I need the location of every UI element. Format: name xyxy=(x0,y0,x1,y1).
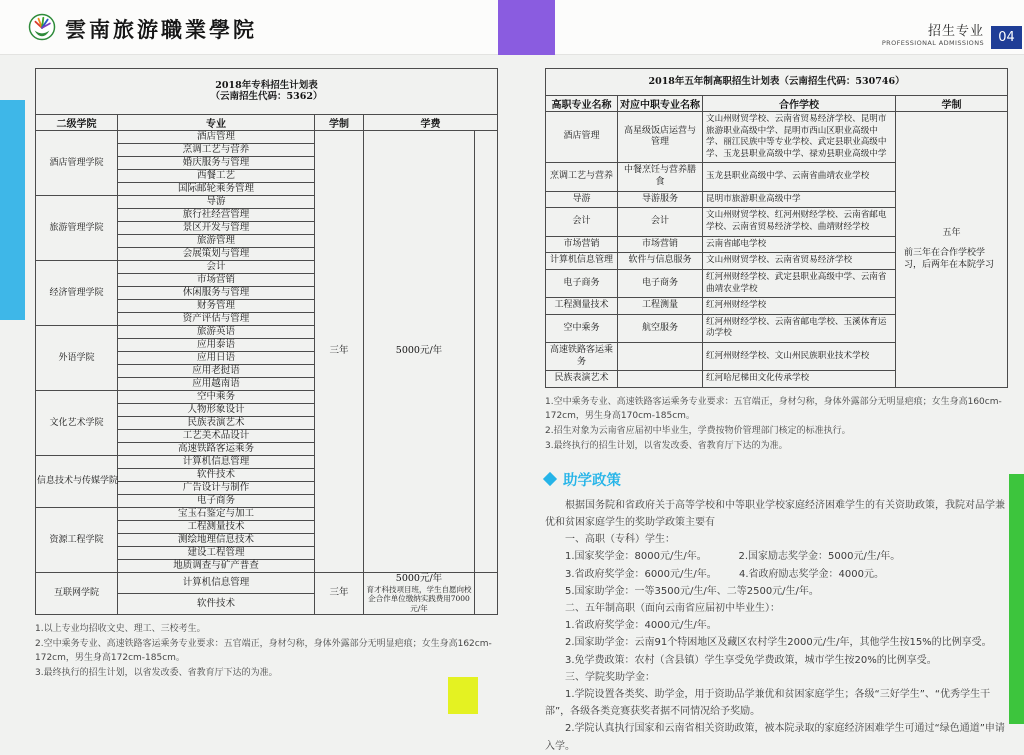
policy-paragraph: 1.省政府奖学金：4000元/生/年。 xyxy=(565,620,717,632)
major-cell: 地质调查与矿产普查 xyxy=(118,560,315,573)
school-name: 雲南旅游職業學院 xyxy=(65,17,257,42)
major-cell: 市场营销 xyxy=(118,274,315,287)
major-cell: 旅行社经营管理 xyxy=(118,209,315,222)
hz-major-cell: 民族表演艺术 xyxy=(546,371,618,388)
aid-policy-title: 助学政策 xyxy=(563,472,621,489)
major-cell: 宝玉石鉴定与加工 xyxy=(118,508,315,521)
college-cell: 文化艺术学院 xyxy=(36,391,118,456)
major-cell: 民族表演艺术 xyxy=(118,417,315,430)
major-cell: 烹调工艺与营养 xyxy=(118,144,315,157)
major-cell: 广告设计与制作 xyxy=(118,482,315,495)
zhuanke-plan-table xyxy=(35,68,498,615)
policy-paragraph: 二、五年制高职（面向云南省应届初中毕业生）： xyxy=(565,603,780,614)
college-cell: 外语学院 xyxy=(36,326,118,391)
hz-major-cell: 电子商务 xyxy=(546,270,618,298)
major-cell: 应用日语 xyxy=(118,352,315,365)
major-cell: 婚庆服务与管理 xyxy=(118,157,315,170)
footnote-line: 2.招生对象为云南省应届初中毕业生，学费按物价管理部门核定的标准执行。 xyxy=(545,426,851,436)
coop-school-cell: 文山州财贸学校、红河州财经学校、云南省邮电学校、云南省贸易经济学校、曲靖财经学校 xyxy=(703,208,896,236)
policy-paragraph: 根据国务院和省政府关于高等学校和中等职业学校家庭经济困难学生的有关资助政策，我院对品学兼优和贫困家庭学生的奖助学政策主要有 xyxy=(545,499,1005,529)
hz-major-cell: 高速铁路客运乘务 xyxy=(546,343,618,371)
college-cell: 信息技术与传媒学院 xyxy=(36,456,118,508)
duration-cell: 三年 xyxy=(315,131,364,573)
page-number-badge: 04 xyxy=(991,26,1022,49)
major-cell: 空中乘务 xyxy=(118,391,315,404)
coop-school-cell: 昆明市旅游职业高级中学 xyxy=(703,191,896,208)
major-cell: 资产评估与管理 xyxy=(118,313,315,326)
hz-major-cell: 空中乘务 xyxy=(546,314,618,342)
right-footnotes xyxy=(545,396,1007,454)
footnote-line: 1.空中乘务专业、高速铁路客运乘务专业要求：五官端正，身材匀称，身体外露部分无明显疤痕；女生身高160cm-172cm，男生身高170cm-185cm。 xyxy=(545,397,1002,422)
col-header-college: 二级学院 xyxy=(36,115,118,131)
school-logo-wrap xyxy=(28,13,257,45)
major-cell: 软件技术 xyxy=(118,469,315,482)
major-cell: 导游 xyxy=(118,196,315,209)
aid-policy-heading xyxy=(545,469,1007,490)
aid-policy-body xyxy=(545,497,1007,755)
footnote-line: 1.以上专业均招收文史、理工、三校考生。 xyxy=(35,624,206,634)
major-cell: 国际邮轮乘务管理 xyxy=(118,183,315,196)
col-header-coop-school: 合作学校 xyxy=(703,96,896,112)
left-footnotes xyxy=(35,623,497,681)
duration-cell: 三年 xyxy=(315,573,364,615)
college-cell: 经济管理学院 xyxy=(36,261,118,326)
wunianzhi-plan-table xyxy=(545,68,1008,388)
major-cell: 计算机信息管理 xyxy=(118,456,315,469)
coop-school-cell: 红河州财经学校 xyxy=(703,298,896,315)
col-header-duration: 学制 xyxy=(896,96,1008,112)
left-page-panel xyxy=(35,68,497,682)
coop-school-cell: 文山州财贸学校、云南省贸易经济学校、昆明市旅游职业高级中学、昆明市西山区职业高级中学、丽江民族中等专业学校、武定县职业高级中学、玉龙县职业高级中学、禄劝县职业高级中学 xyxy=(703,112,896,163)
coop-school-cell: 文山州财贸学校、云南省贸易经济学校 xyxy=(703,253,896,270)
zz-major-cell: 工程测量 xyxy=(618,298,703,315)
policy-paragraph: 3.省政府奖学金：6000元/生/年。 4.省政府励志奖学金：4000元。 xyxy=(565,568,884,580)
green-accent-bar xyxy=(1009,474,1024,724)
tuition-cell: 5000元/年 xyxy=(364,131,475,573)
section-label-block xyxy=(882,25,984,47)
major-cell: 旅游管理 xyxy=(118,235,315,248)
duration-cell: 五年 前三年在合作学校学习，后两年在本院学习 xyxy=(896,112,1008,388)
college-cell: 资源工程学院 xyxy=(36,508,118,573)
footnote-line: 2.空中乘务专业、高速铁路客运乘务专业要求：五官端正，身材匀称，身体外露部分无明显疤痕；女生身高162cm-172cm，男生身高172cm-185cm。 xyxy=(35,638,492,663)
cyan-accent-bar xyxy=(0,100,25,320)
major-cell: 人物形象设计 xyxy=(118,404,315,417)
right-page-panel xyxy=(545,68,1007,755)
hz-major-cell: 工程测量技术 xyxy=(546,298,618,315)
school-logo-icon xyxy=(28,13,56,45)
zz-major-cell: 导游服务 xyxy=(618,191,703,208)
zz-major-cell: 市场营销 xyxy=(618,236,703,253)
col-header-tuition: 学费 xyxy=(364,115,498,131)
policy-paragraph: 1.学院设置各类奖、助学金，用于资助品学兼优和贫困家庭学生；各级“三好学生”、“优秀学生干部”，各级各类竞赛获奖者据不同情况给予奖励。 xyxy=(545,688,991,718)
policy-paragraph: 2.学院认真执行国家和云南省相关资助政策，被本院录取的家庭经济困难学生可通过“绿色通道”申请入学。 xyxy=(545,723,1005,752)
policy-paragraph: 5.国家助学金：一等3500元/生/年、二等2500元/生/年。 xyxy=(565,585,819,597)
col-header-zz-major: 对应中职专业名称 xyxy=(618,96,703,112)
major-cell: 软件技术 xyxy=(118,594,315,615)
zz-major-cell: 航空服务 xyxy=(618,314,703,342)
hz-major-cell: 导游 xyxy=(546,191,618,208)
major-cell: 建设工程管理 xyxy=(118,547,315,560)
col-header-duration: 学制 xyxy=(315,115,364,131)
college-cell: 酒店管理学院 xyxy=(36,131,118,196)
major-cell: 工程测量技术 xyxy=(118,521,315,534)
major-cell: 计算机信息管理 xyxy=(118,573,315,594)
coop-school-cell: 红河州财经学校、武定县职业高级中学、云南省曲靖农业学校 xyxy=(703,270,896,298)
major-cell: 应用越南语 xyxy=(118,378,315,391)
policy-paragraph: 一、高职（专科）学生： xyxy=(565,534,675,546)
major-cell: 西餐工艺 xyxy=(118,170,315,183)
major-cell: 景区开发与管理 xyxy=(118,222,315,235)
zz-major-cell: 软件与信息服务 xyxy=(618,253,703,270)
hz-major-cell: 会计 xyxy=(546,208,618,236)
hz-major-cell: 酒店管理 xyxy=(546,112,618,163)
coop-school-cell: 红河州财经学校、云南省邮电学校、玉溪体育运动学校 xyxy=(703,314,896,342)
coop-school-cell: 红河哈尼梯田文化传承学校 xyxy=(703,371,896,388)
major-cell: 电子商务 xyxy=(118,495,315,508)
policy-paragraph: 1.国家奖学金：8000元/生/年。 2.国家励志奖学金：5000元/生/年。 xyxy=(565,551,901,563)
column-header-row xyxy=(36,115,498,131)
major-cell: 应用老挝语 xyxy=(118,365,315,378)
left-table-title xyxy=(36,69,498,115)
table-title-row xyxy=(36,69,498,115)
right-table-title: 2018年五年制高职招生计划表（云南招生代码：530746） xyxy=(546,69,1008,96)
hz-major-cell: 市场营销 xyxy=(546,236,618,253)
major-cell: 会计 xyxy=(118,261,315,274)
major-cell: 工艺美术品设计 xyxy=(118,430,315,443)
major-cell: 旅游英语 xyxy=(118,326,315,339)
policy-paragraph: 三、学院奖助学金： xyxy=(565,671,655,683)
major-cell: 酒店管理 xyxy=(118,131,315,144)
section-label-en: PROFESSIONAL ADMISSIONS xyxy=(881,38,984,47)
zz-major-cell xyxy=(618,371,703,388)
purple-accent-block xyxy=(498,0,555,55)
blank-cell xyxy=(475,131,498,573)
coop-school-cell: 红河州财经学校、文山州民族职业技术学校 xyxy=(703,343,896,371)
plan-table-row xyxy=(36,131,498,144)
major-cell: 测绘地理信息技术 xyxy=(118,534,315,547)
left-table-title-line2: （云南招生代码：5362） xyxy=(210,90,323,102)
major-cell: 会展策划与管理 xyxy=(118,248,315,261)
column-header-row xyxy=(546,96,1008,112)
page-header xyxy=(0,0,1024,55)
footnote-line: 3.最终执行的招生计划，以省发改委、省教育厅下达的为准。 xyxy=(545,440,788,451)
col-header-major: 专业 xyxy=(118,115,315,131)
aid-policy-section xyxy=(545,469,1007,755)
hz-major-cell: 计算机信息管理 xyxy=(546,253,618,270)
major-cell: 应用泰语 xyxy=(118,339,315,352)
policy-paragraph: 2.国家助学金：云南91个特困地区及藏区农村学生2000元/生/年，其他学生按15%的比例享受。 xyxy=(565,637,992,649)
col-header-hz-major: 高职专业名称 xyxy=(546,96,618,112)
zz-major-cell xyxy=(618,343,703,371)
zz-major-cell: 电子商务 xyxy=(618,270,703,298)
zz-major-cell: 中餐烹饪与营养膳食 xyxy=(618,163,703,191)
hz-major-cell: 烹调工艺与营养 xyxy=(546,163,618,191)
policy-paragraph: 3.免学费政策：农村（含县镇）学生享受免学费政策，城市学生按20%的比例享受。 xyxy=(565,654,937,666)
major-cell: 财务管理 xyxy=(118,300,315,313)
college-cell: 旅游管理学院 xyxy=(36,196,118,261)
yellow-accent-block xyxy=(448,677,478,714)
coop-school-cell: 玉龙县职业高级中学、云南省曲靖农业学校 xyxy=(703,163,896,191)
blank-cell xyxy=(475,573,498,615)
section-label: 招生专业 xyxy=(927,24,984,39)
left-table-title-line1: 2018年专科招生计划表 xyxy=(215,79,318,91)
plan-table-row xyxy=(546,112,1008,163)
zz-major-cell: 会计 xyxy=(618,208,703,236)
diamond-icon xyxy=(543,472,557,486)
college-cell: 互联网学院 xyxy=(36,573,118,615)
tuition-cell: 5000元/年 育才科技项目班，学生自愿向校企合作单位缴纳实践费用7000元/年 xyxy=(364,573,475,615)
plan-table-row xyxy=(36,573,498,594)
table-title-row xyxy=(546,69,1008,96)
coop-school-cell: 云南省邮电学校 xyxy=(703,236,896,253)
footnote-line: 3.最终执行的招生计划，以省发改委、省教育厅下达的为准。 xyxy=(35,667,278,678)
zz-major-cell: 高星级饭店运营与管理 xyxy=(618,112,703,163)
major-cell: 休闲服务与管理 xyxy=(118,287,315,300)
major-cell: 高速铁路客运乘务 xyxy=(118,443,315,456)
